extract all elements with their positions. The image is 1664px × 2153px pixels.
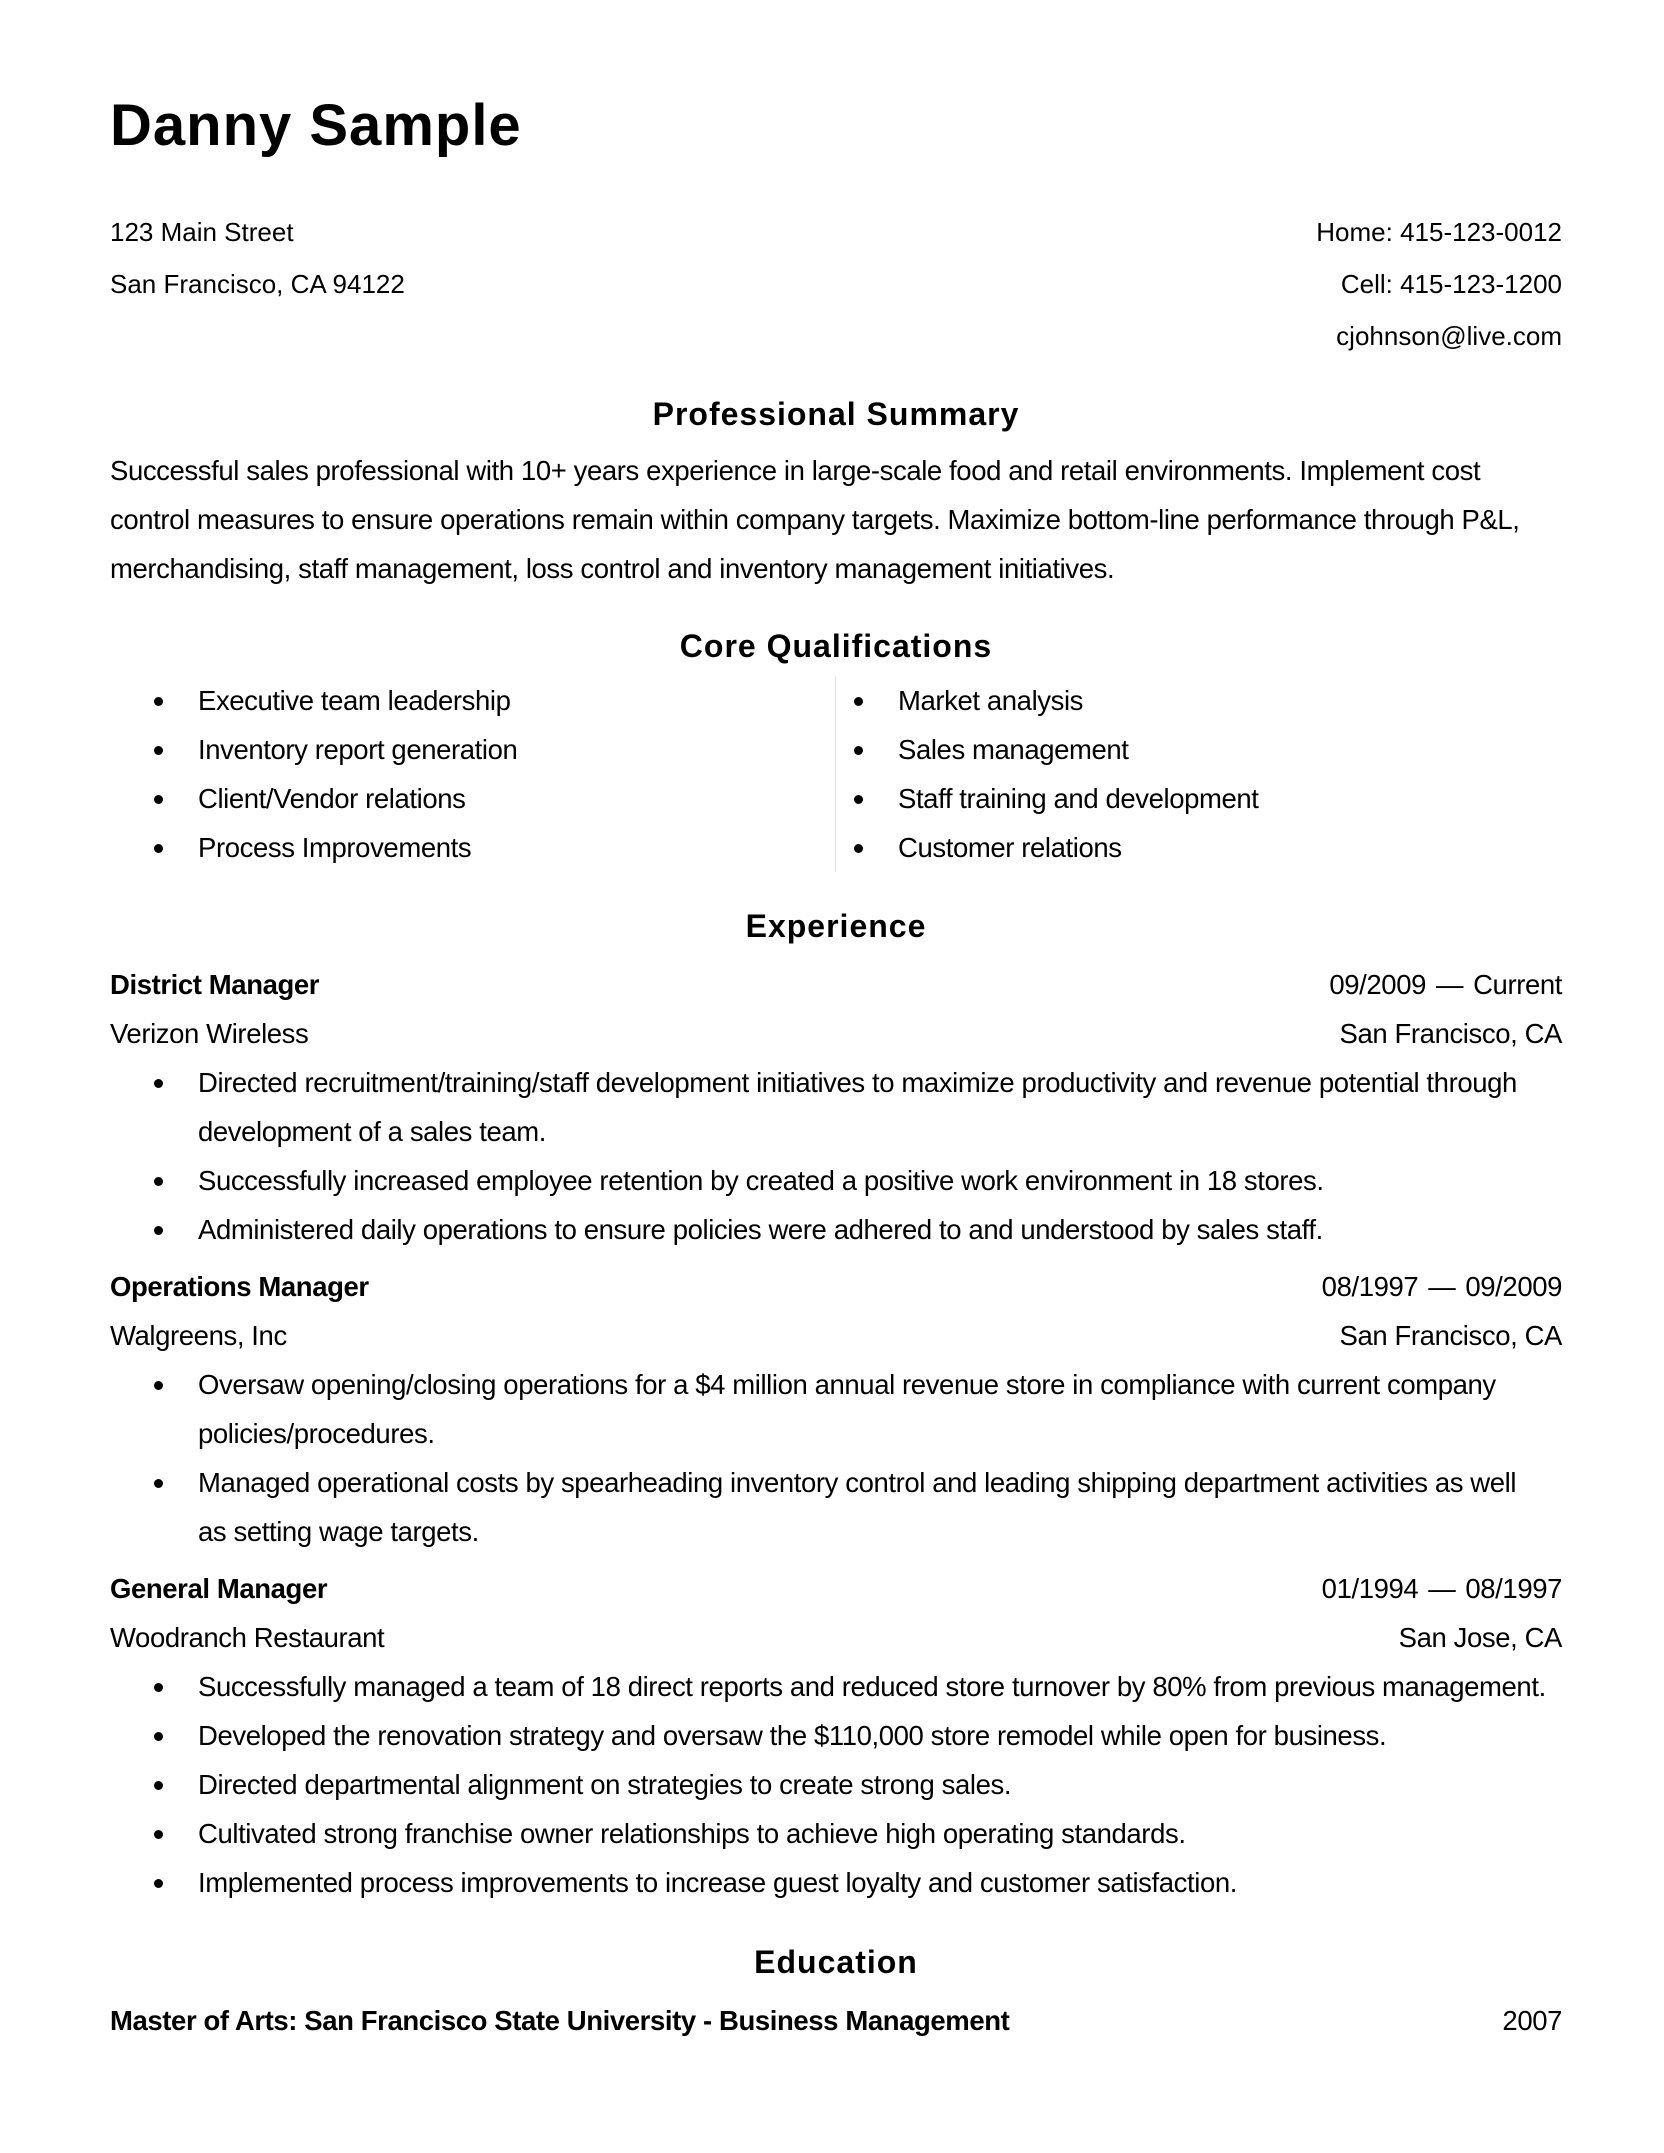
home-phone: Home: 415-123-0012 bbox=[1316, 217, 1562, 247]
address-line-1: 123 Main Street bbox=[110, 217, 294, 247]
summary-section bbox=[110, 396, 1562, 433]
candidate-name: Danny Sample bbox=[110, 93, 522, 158]
summary-line: Successful sales professional with 10+ years experience in large-scale food and retail environments. Implement cost bbox=[110, 455, 1481, 486]
experience-section bbox=[110, 908, 1562, 945]
summary-line: merchandising, staff management, loss control and inventory management initiatives. bbox=[110, 553, 1115, 584]
bullet-line: policies/procedures. bbox=[198, 1418, 435, 1449]
job-company-row bbox=[110, 1009, 1562, 1058]
job-end-date: Current bbox=[1473, 969, 1562, 1000]
job-start-date: 08/1997 bbox=[1321, 1271, 1419, 1302]
education-heading: Education bbox=[754, 1944, 918, 1980]
qualification-item: Customer relations bbox=[836, 823, 1562, 872]
job-bullet: Implemented process improvements to increase guest loyalty and customer satisfaction. bbox=[110, 1858, 1562, 1907]
job-bullet: Successfully increased employee retention by created a positive work environment in 18 stores. bbox=[110, 1156, 1562, 1205]
experience-heading: Experience bbox=[745, 908, 927, 944]
job-location: San Jose, CA bbox=[1398, 1622, 1562, 1653]
summary-heading: Professional Summary bbox=[652, 396, 1020, 432]
cell-phone: Cell: 415-123-1200 bbox=[1340, 269, 1562, 299]
job-bullet: Successfully managed a team of 18 direct reports and reduced store turnover by 80% from previous management. bbox=[110, 1662, 1562, 1711]
date-dash: — bbox=[1435, 969, 1464, 1000]
bullet-line: Oversaw opening/closing operations for a $4 million annual revenue store in compliance with current company bbox=[198, 1369, 1496, 1400]
bullet-line: development of a sales team. bbox=[198, 1116, 547, 1147]
qualification-item: Client/Vendor relations bbox=[110, 774, 835, 823]
qualification-item: Sales management bbox=[836, 725, 1562, 774]
qualification-item: Market analysis bbox=[836, 676, 1562, 725]
education-year: 2007 bbox=[1502, 2005, 1562, 2036]
qualifications-heading: Core Qualifications bbox=[679, 628, 993, 664]
summary-text bbox=[110, 446, 1562, 593]
education-row bbox=[110, 1996, 1562, 2045]
qualifications-section bbox=[110, 628, 1562, 665]
phone-email-block bbox=[1316, 212, 1562, 368]
qualification-item: Inventory report generation bbox=[110, 725, 835, 774]
bullet-line: Managed operational costs by spearheading inventory control and leading shipping department activities as well bbox=[198, 1467, 1517, 1498]
summary-line: control measures to ensure operations remain within company targets. Maximize bottom-line performance through P&L, bbox=[110, 504, 1520, 535]
job-company-row bbox=[110, 1311, 1562, 1360]
qualifications-right-column bbox=[836, 676, 1562, 872]
job-title: Operations Manager bbox=[110, 1271, 369, 1302]
address-line-2: San Francisco, CA 94122 bbox=[110, 269, 405, 299]
job-bullet bbox=[110, 1458, 1562, 1556]
job-title: District Manager bbox=[110, 969, 320, 1000]
job-start-date: 09/2009 bbox=[1329, 969, 1426, 1000]
job-bullets bbox=[110, 1058, 1562, 1254]
job-bullet: Cultivated strong franchise owner relationships to achieve high operating standards. bbox=[110, 1809, 1562, 1858]
job-entry bbox=[110, 960, 1562, 1254]
bullet-line: as setting wage targets. bbox=[198, 1516, 479, 1547]
job-bullet: Directed departmental alignment on strategies to create strong sales. bbox=[110, 1760, 1562, 1809]
qualifications-left-column bbox=[110, 676, 836, 872]
email: cjohnson@live.com bbox=[1336, 321, 1562, 351]
job-bullet: Administered daily operations to ensure policies were adhered to and understood by sales staff. bbox=[110, 1205, 1562, 1254]
education-degree: Master of Arts: San Francisco State University - Business Management bbox=[110, 2005, 1010, 2036]
qualification-item: Executive team leadership bbox=[110, 676, 835, 725]
job-location: San Francisco, CA bbox=[1339, 1320, 1562, 1351]
job-end-date: 09/2009 bbox=[1465, 1271, 1562, 1302]
job-start-date: 01/1994 bbox=[1321, 1573, 1419, 1604]
job-dates bbox=[1322, 1262, 1562, 1311]
job-location: San Francisco, CA bbox=[1339, 1018, 1562, 1049]
job-bullet bbox=[110, 1360, 1562, 1458]
education-entry bbox=[110, 1996, 1562, 2045]
job-entry bbox=[110, 1564, 1562, 1907]
job-bullet: Developed the renovation strategy and oversaw the $110,000 store remodel while open for business. bbox=[110, 1711, 1562, 1760]
bullet-line: Directed recruitment/training/staff development initiatives to maximize productivity and revenue potential through bbox=[198, 1067, 1517, 1098]
job-title-row bbox=[110, 960, 1562, 1009]
qualification-item: Staff training and development bbox=[836, 774, 1562, 823]
date-dash: — bbox=[1428, 1271, 1456, 1302]
job-company: Walgreens, Inc bbox=[110, 1320, 287, 1351]
job-bullets bbox=[110, 1662, 1562, 1907]
job-title: General Manager bbox=[110, 1573, 328, 1604]
job-dates bbox=[1322, 1564, 1562, 1613]
date-dash: — bbox=[1428, 1573, 1456, 1604]
job-end-date: 08/1997 bbox=[1465, 1573, 1562, 1604]
job-dates bbox=[1329, 960, 1562, 1009]
job-title-row bbox=[110, 1262, 1562, 1311]
job-bullets bbox=[110, 1360, 1562, 1556]
address-block bbox=[110, 212, 405, 316]
job-company-row bbox=[110, 1613, 1562, 1662]
job-company: Verizon Wireless bbox=[110, 1018, 309, 1049]
job-company: Woodranch Restaurant bbox=[110, 1622, 385, 1653]
job-title-row bbox=[110, 1564, 1562, 1613]
job-entry bbox=[110, 1262, 1562, 1556]
job-bullet bbox=[110, 1058, 1562, 1156]
qualification-item: Process Improvements bbox=[110, 823, 835, 872]
education-section bbox=[110, 1944, 1562, 1981]
